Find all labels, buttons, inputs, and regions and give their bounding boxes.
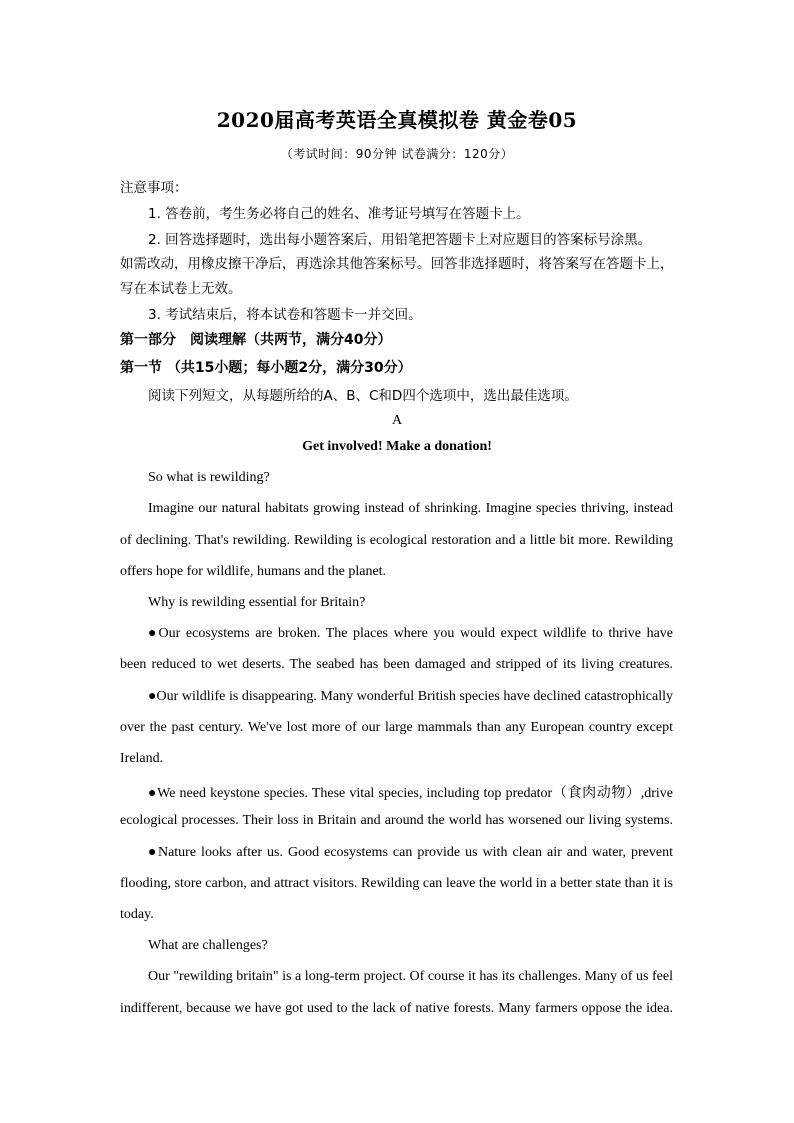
passage-line: So what is rewilding? [148, 470, 270, 485]
passage-line: Imagine our natural habitats growing instead of shrinking. Imagine species thriving, instead [148, 501, 673, 516]
reading-directions: 阅读下列短文，从每题所给的A、B、C和D四个选项中，选出最佳选项。 [148, 388, 578, 404]
passage-line: ●We need keystone species. These vital species, including top predator（食肉动物）,drive [148, 786, 673, 801]
passage-title: Get involved! Make a donation! [302, 439, 492, 454]
passage-letter: A [391, 413, 403, 428]
instruction-item-3: 3. 考试结束后，将本试卷和答题卡一并交回。 [148, 307, 422, 323]
instruction-item-2-line-1: 2. 回答选择题时，选出每小题答案后，用铅笔把答题卡上对应题目的答案标号涂黑。 [148, 232, 652, 248]
passage-line: ●Our ecosystems are broken. The places where you would expect wildlife to thrive have [148, 626, 673, 641]
passage-line: What are challenges? [148, 938, 268, 953]
passage-line: of declining. That's rewilding. Rewilding is ecological restoration and a little bit more. Rewilding [120, 533, 673, 548]
passage-line: Why is rewilding essential for Britain? [148, 595, 366, 610]
section1-heading: 第一节 （共15小题；每小题2分，满分30分） [120, 360, 412, 376]
passage-line: offers hope for wildlife, humans and the planet. [120, 564, 387, 579]
passage-line: indifferent, because we have got used to the lack of native forests. Many farmers oppose the idea. [120, 1001, 673, 1016]
exam-title: 2020届高考英语全真模拟卷 黄金卷05 [216, 108, 578, 132]
passage-line: Our "rewilding britain" is a long-term project. Of course it has its challenges. Many of us feel [148, 969, 673, 984]
part1-heading: 第一部分 阅读理解（共两节，满分40分） [120, 332, 392, 348]
instruction-item-1: 1. 答卷前，考生务必将自己的姓名、准考证号填写在答题卡上。 [148, 206, 530, 222]
passage-line: over the past century. We've lost more of our large mammals than any European country except [120, 720, 673, 735]
passage-line: ●Nature looks after us. Good ecosystems can provide us with clean air and water, prevent [148, 845, 673, 860]
passage-line: Ireland. [120, 751, 164, 766]
instruction-item-2-line-3: 写在本试卷上无效。 [120, 281, 242, 297]
passage-line: flooding, store carbon, and attract visitors. Rewilding can leave the world in a better state than it is [120, 876, 673, 891]
passage-line: been reduced to wet deserts. The seabed has been damaged and stripped of its living creatures. [120, 657, 673, 672]
passage-line: ●Our wildlife is disappearing. Many wonderful British species have declined catastrophically [148, 689, 673, 704]
passage-line: today. [120, 907, 154, 922]
instructions-heading: 注意事项： [120, 180, 188, 196]
passage-line: ecological processes. Their loss in Britain and around the world has worsened our living systems. [120, 813, 673, 828]
exam-subtitle: （考试时间：90分钟 试卷满分：120分） [280, 147, 514, 161]
instruction-item-2-line-2: 如需改动，用橡皮擦干净后，再选涂其他答案标号。回答非选择题时，将答案写在答题卡上， [120, 256, 674, 272]
